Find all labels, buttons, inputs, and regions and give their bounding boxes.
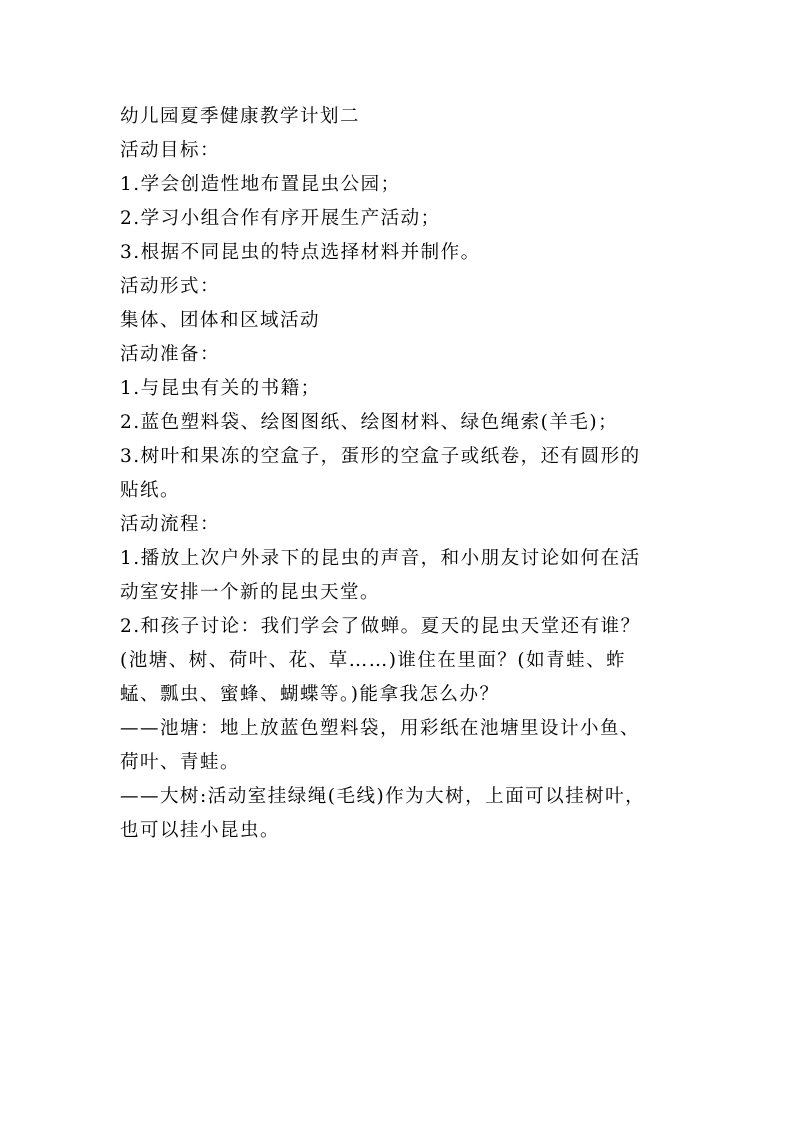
- section-heading-goals: 活动目标：: [120, 140, 221, 161]
- goal-item-1: 1.学会创造性地布置昆虫公园；: [120, 174, 401, 195]
- preparation-item-3: 3.树叶和果冻的空盒子，蛋形的空盒子或纸卷，还有圆形的: [120, 446, 641, 467]
- format-text: 集体、团体和区域活动: [120, 310, 321, 331]
- preparation-item-3-cont: 贴纸。: [120, 480, 181, 501]
- goal-item-2: 2.学习小组合作有序开展生产活动；: [120, 208, 441, 229]
- section-heading-preparation: 活动准备：: [120, 344, 221, 365]
- process-item-1: 1.播放上次户外录下的昆虫的声音，和小朋友讨论如何在活: [120, 548, 641, 569]
- process-item-2: 2.和孩子讨论：我们学会了做蝉。夏天的昆虫天堂还有谁？: [120, 616, 641, 637]
- process-item-1-cont: 动室安排一个新的昆虫天堂。: [120, 582, 381, 603]
- process-tree-cont: 也可以挂小昆虫。: [120, 820, 281, 841]
- preparation-item-1: 1.与昆虫有关的书籍；: [120, 378, 321, 399]
- process-tree: ——大树:活动室挂绿绳(毛线)作为大树，上面可以挂树叶，: [120, 786, 646, 807]
- document-title: 幼儿园夏季健康教学计划二: [120, 106, 361, 127]
- process-item-2-cont-2: 蜢、瓢虫、蜜蜂、蝴蝶等。)能拿我怎么办？: [120, 684, 500, 705]
- process-item-2-cont-1: (池塘、树、荷叶、花、草……)谁住在里面？(如青蛙、蚱: [120, 650, 627, 671]
- process-pond-cont: 荷叶、青蛙。: [120, 752, 241, 773]
- document-body: [120, 100, 690, 848]
- process-pond: ——池塘：地上放蓝色塑料袋，用彩纸在池塘里设计小鱼、: [120, 718, 641, 739]
- section-heading-process: 活动流程：: [120, 514, 221, 535]
- section-heading-format: 活动形式：: [120, 276, 221, 297]
- goal-item-3: 3.根据不同昆虫的特点选择材料并制作。: [120, 242, 481, 263]
- preparation-item-2: 2.蓝色塑料袋、绘图图纸、绘图材料、绿色绳索(羊毛)；: [120, 412, 619, 433]
